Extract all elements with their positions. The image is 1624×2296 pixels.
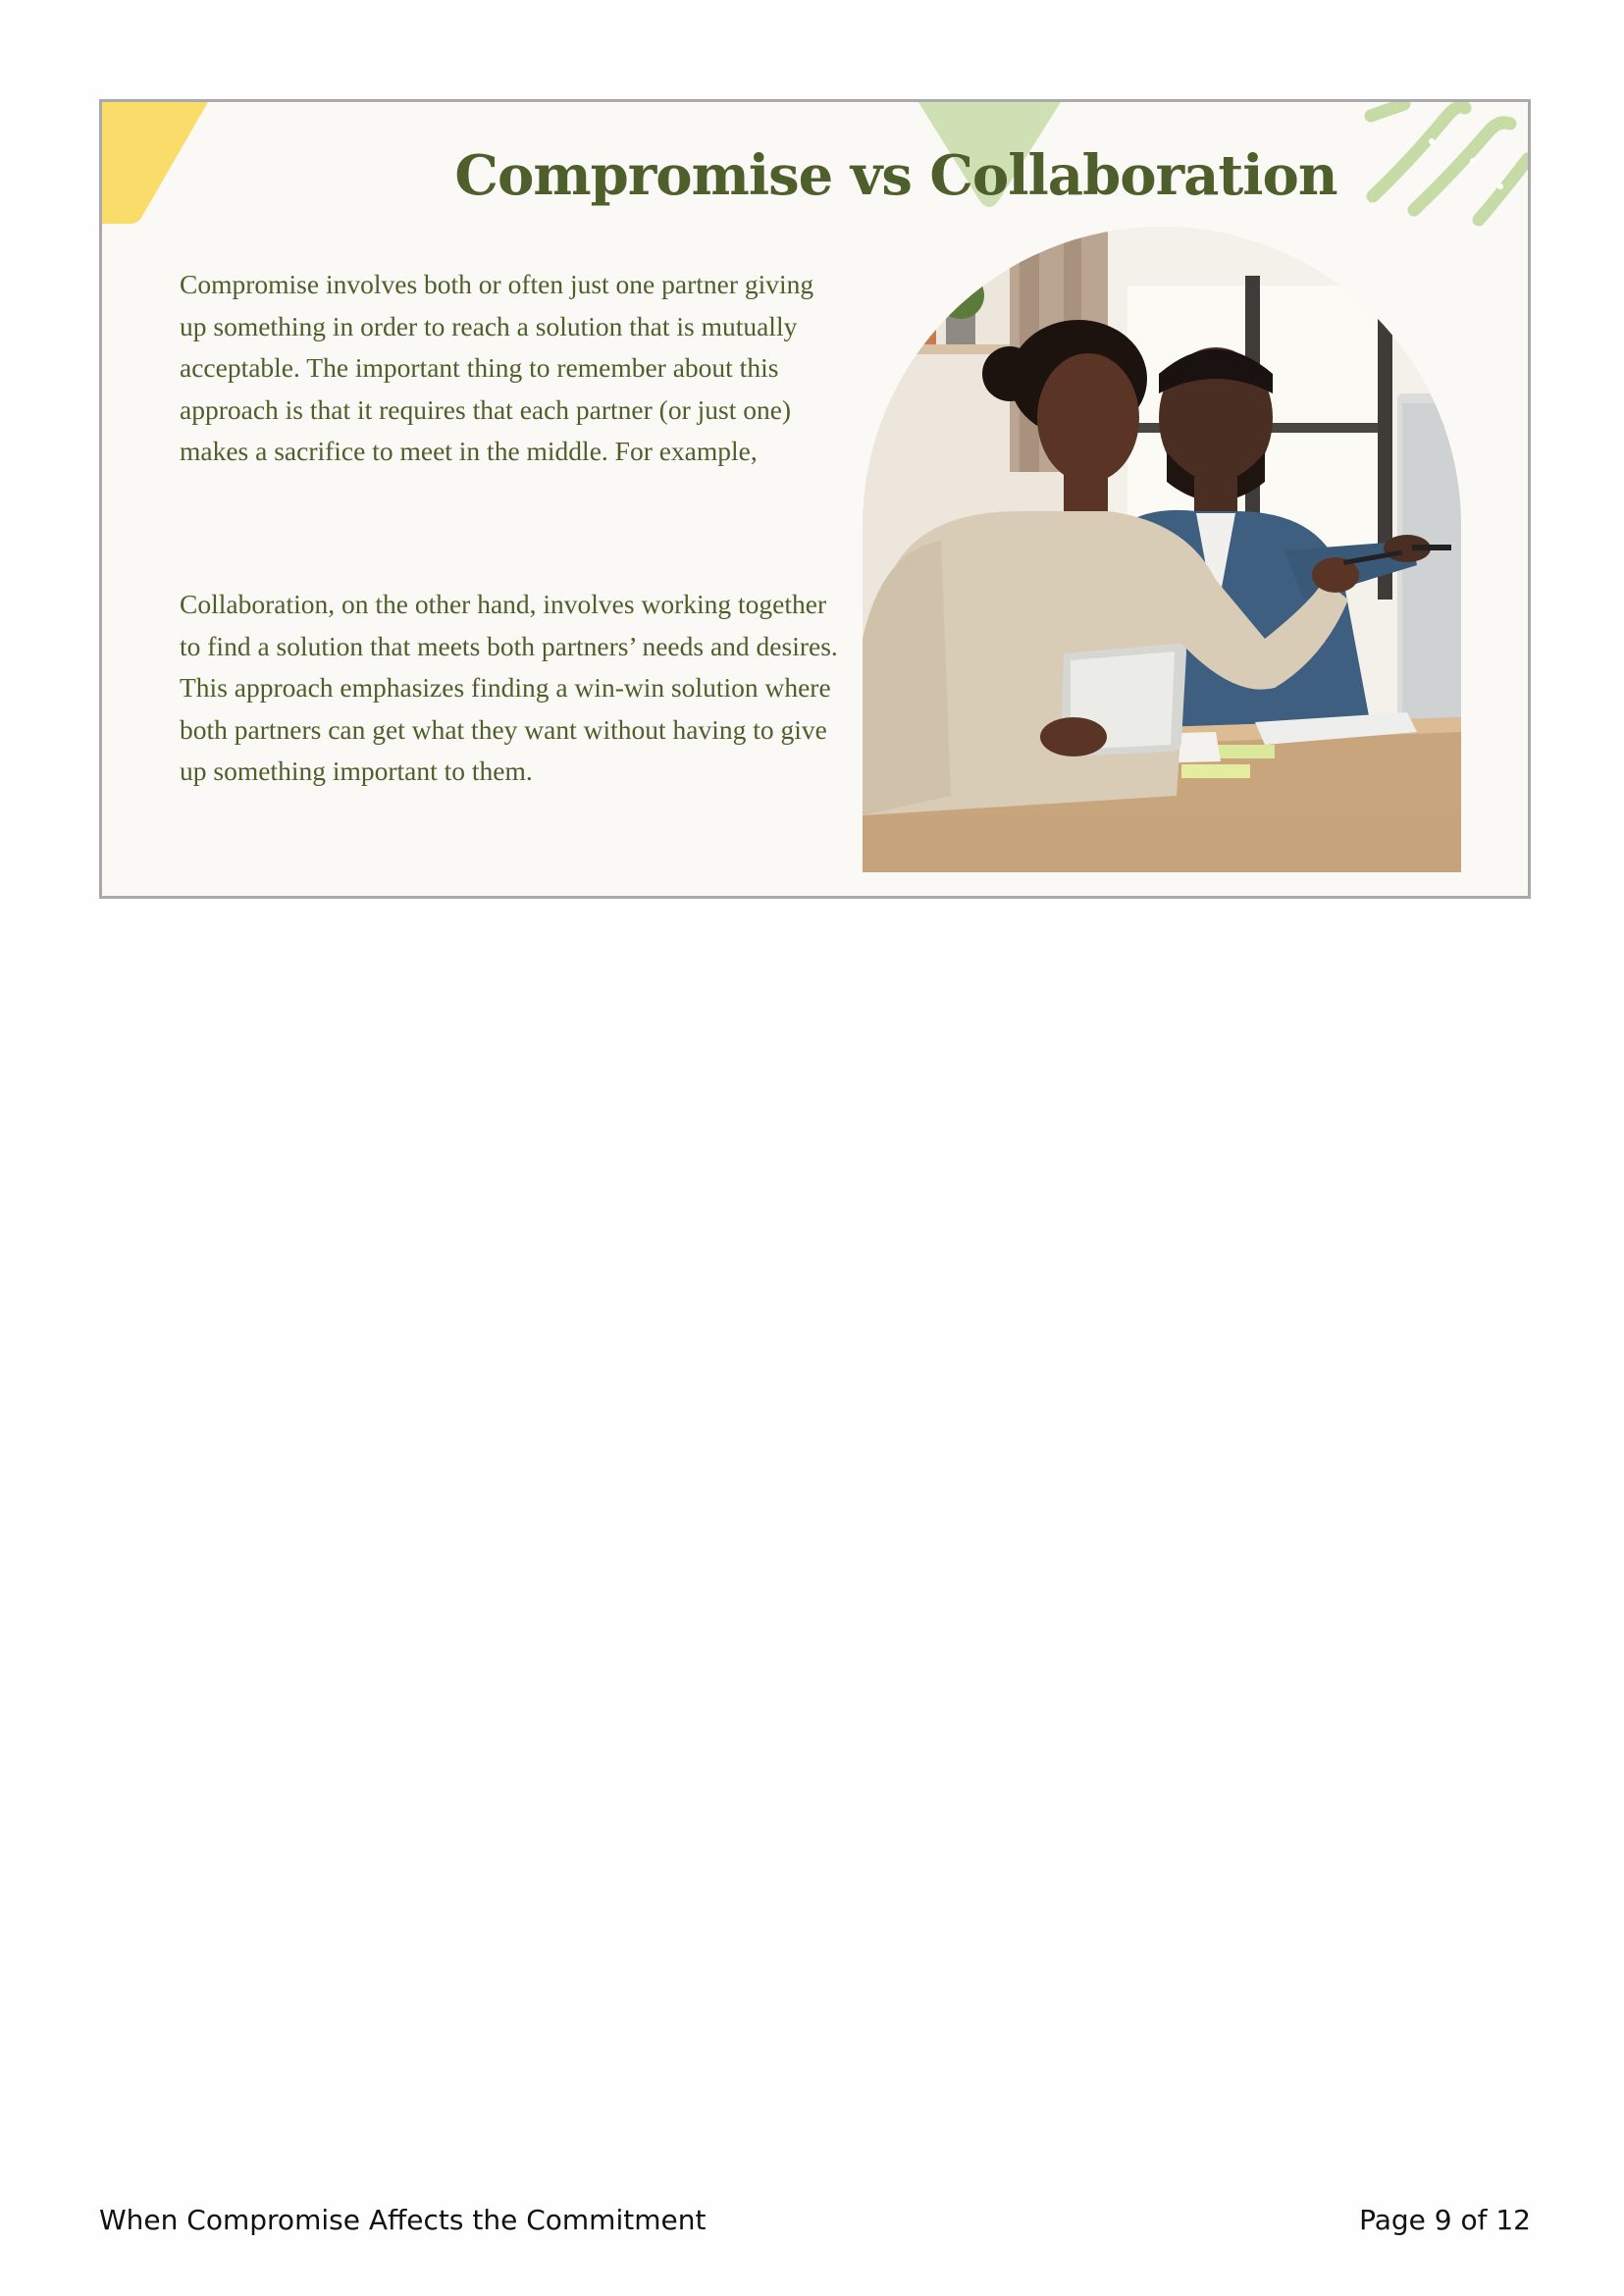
- compromise-paragraph: Compromise involves both or often just one partner giving up something in order to reach a solution that is mutually acceptable. The important thing to remember about this approach is that it requires that each partner (or just one) makes a sacrifice to meet in the middle. For example,: [180, 269, 814, 466]
- couple-working-photo: [863, 227, 1461, 872]
- footer-page-number: Page 9 of 12: [1359, 2204, 1531, 2236]
- slide-panel: [99, 99, 1531, 899]
- collaboration-paragraph: Collaboration, on the other hand, involves working together to find a solution that meets both partners’ needs and desires. This approach emphasizes finding a win-win solution where both partners can get what they want without having to give up something important to them.: [180, 589, 838, 786]
- footer-document-title: When Compromise Affects the Commitment: [99, 2204, 707, 2236]
- slide-title: Compromise vs Collaboration: [454, 143, 1337, 208]
